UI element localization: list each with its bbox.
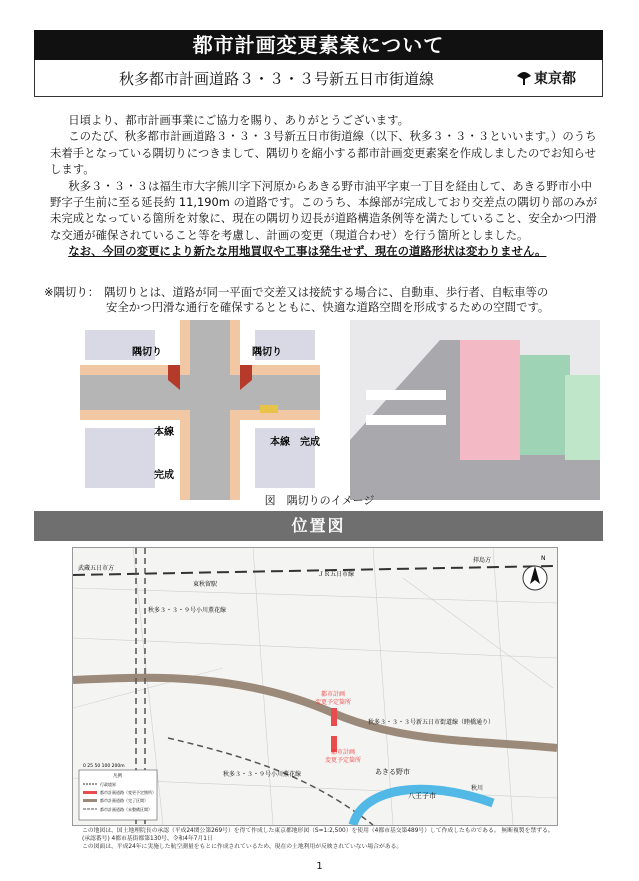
main-line-label-1: 本線	[154, 427, 174, 438]
corner-label-left: 隅切り	[132, 347, 162, 358]
map-label-change2-b: 変更予定箇所	[325, 757, 362, 764]
map-label-akiruno: あきる野市	[375, 768, 410, 776]
location-map	[72, 547, 558, 826]
corner-label-right: 隅切り	[252, 347, 282, 358]
main-line-label-3: 本線	[270, 437, 290, 448]
note-line-1: 隅切りとは、道路が同一平面で交差又は接続する場合に、自動車、歩行者、自転車等の	[104, 285, 549, 299]
corner-cut-illustration	[80, 320, 600, 500]
emphasis-note: なお、今回の変更により新たな用地買収や工事は発生せず、現在の道路形状は変わりません。	[68, 244, 547, 259]
map-note-line-3: この図面は、平成24年に実施した航空測量をもとに作成されているため、現在の土地利用が反映されていない場合がある。	[82, 844, 403, 850]
note-line-2: 安全かつ円滑な通行を確保するとともに、快適な道路空間を形成するための空間です。	[106, 300, 550, 314]
north-label: N	[541, 555, 546, 562]
paragraph-1: 日頃より、都市計画事業にご協力を賜り、ありがとうございます。	[68, 113, 410, 127]
map-label-hachioji: 八王子市	[408, 792, 436, 800]
tokyo-logo	[516, 68, 576, 88]
paragraph-4	[50, 243, 600, 259]
map-note-line-1: この地図は、国土地理院長の承認（平成24関公第269号）を得て作成した東京都地形図（S=1:2,500）を使用（4都市基交第489号）して作成したものである。 無断複製を禁ずる。	[82, 828, 554, 834]
map-label-route-lower: 秋多３・３・９号小川薫花線	[223, 771, 302, 778]
map-label-haijima: 拝島方	[473, 557, 492, 564]
subtitle-box	[34, 60, 603, 97]
map-label-change2-a: 都市計画	[331, 749, 356, 756]
page-number: 1	[316, 861, 323, 872]
map-notes	[82, 827, 582, 851]
legend-title: 凡例	[113, 774, 122, 779]
map-label-change1-b: 変更予定箇所	[315, 699, 352, 706]
scale-bar: 0 25 50 100 200m	[83, 764, 125, 769]
map-label-station: 東秋留駅	[193, 581, 218, 588]
map-note-line-2: (承認番号) 4都市基街都第130号、令和4年7月1日	[82, 836, 213, 842]
location-map-title: 位置図	[34, 511, 603, 541]
paragraph-2: このたび、秋多都市計画道路３・３・３号新五日市街道線（以下、秋多３・３・３といいます。）のうち未着手となっている隅切りにつきまして、隅切りを縮小する都市計画変更素案を作成しましたのでお知らせします。	[50, 129, 597, 177]
figure-caption: 図 隅切りのイメージ	[264, 494, 375, 507]
legend-item-3: 都市計画道路（未整備区間）	[100, 807, 152, 812]
subtitle: 秋多都市計画道路３・３・３号新五日市街道線	[119, 70, 435, 88]
note-label: ※隅切り：	[44, 285, 100, 299]
map-label-change1-a: 都市計画	[321, 691, 346, 698]
map-label-musashi: 武蔵五日市方	[78, 565, 115, 572]
map-label-route-vertical: 秋多３・３・９号小川薫花線	[148, 607, 227, 614]
page-title: 都市計画変更素案について	[34, 30, 603, 60]
main-line-label-2: 完成	[154, 470, 174, 481]
main-line-label-4: 完成	[300, 437, 320, 448]
intro-text	[50, 112, 600, 260]
legend-item-1: 都市計画道路（変更予定箇所）	[100, 790, 156, 795]
ginkgo-icon	[516, 70, 532, 86]
map-label-jr: ＪＲ五日市線	[318, 571, 355, 578]
paragraph-3: 秋多３・３・３は福生市大字熊川字下河原からあきる野市油平字東一丁目を経由して、あきる野市小中野字子生前に至る延長約 11,190m の道路です。このうち、本線部が完成しており交差点の隅切り部のみが未完成となっている箇所を対象に、現在の隅切り辺長が道路構造条例等を満たしていること、安全かつ円滑な交通が確保されていること等を考慮し、計画の変更（現道合わせ）を行う箇所としました。	[50, 178, 598, 242]
corner-cut-note	[44, 285, 604, 315]
logo-text: 東京都	[534, 71, 576, 87]
map-legend	[79, 763, 157, 820]
legend-item-0: 行政境界	[100, 782, 116, 787]
map-label-route-main: 秋多３・３・３号新五日市街道線（睦橋通り）	[368, 719, 495, 726]
map-label-river: 秋川	[471, 785, 484, 792]
legend-item-2: 都市計画道路（完了区間）	[100, 798, 148, 803]
